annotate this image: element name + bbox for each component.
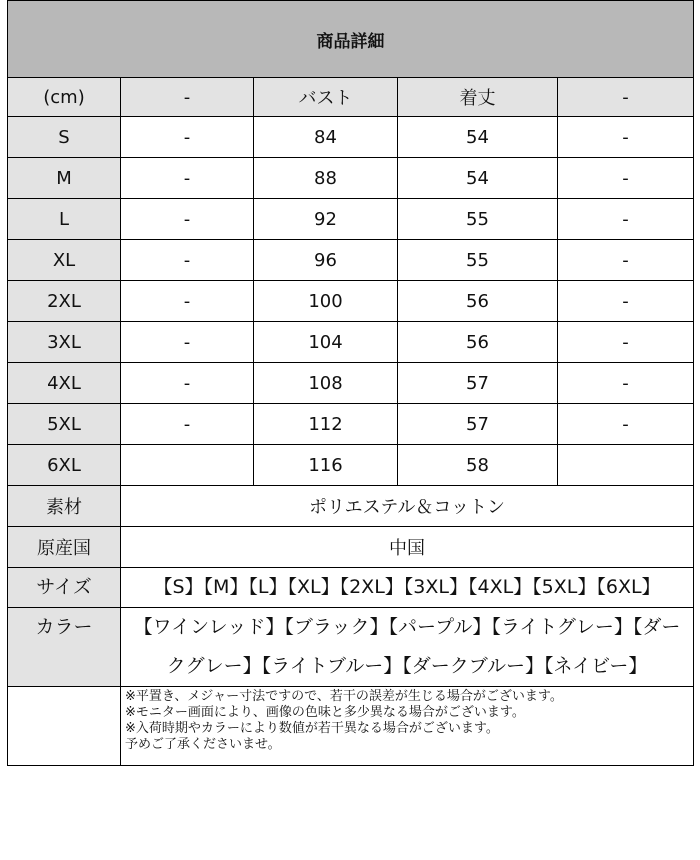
note-line: ※入荷時期やカラーにより数値が若干異なる場合がございます。 bbox=[125, 721, 499, 736]
header-length: 着丈 bbox=[398, 78, 558, 117]
length-cell: 54 bbox=[398, 117, 558, 158]
origin-label: 原産国 bbox=[8, 527, 121, 568]
col1-cell bbox=[121, 445, 254, 486]
table-row bbox=[8, 322, 694, 363]
length-cell: 56 bbox=[398, 281, 558, 322]
col4-cell: - bbox=[558, 281, 694, 322]
size-cell: 4XL bbox=[8, 363, 121, 404]
bust-cell: 88 bbox=[254, 158, 398, 199]
table-row bbox=[8, 363, 694, 404]
header-col-1: - bbox=[121, 78, 254, 117]
header-unit: (cm) bbox=[8, 78, 121, 117]
bust-cell: 100 bbox=[254, 281, 398, 322]
bust-cell: 92 bbox=[254, 199, 398, 240]
bust-cell: 96 bbox=[254, 240, 398, 281]
col1-cell: - bbox=[121, 158, 254, 199]
length-cell: 56 bbox=[398, 322, 558, 363]
notes-cell bbox=[121, 687, 694, 766]
size-list-label: サイズ bbox=[8, 568, 121, 608]
table-row bbox=[8, 240, 694, 281]
length-cell: 57 bbox=[398, 404, 558, 445]
size-table bbox=[7, 0, 694, 766]
notes-blank-cell bbox=[8, 687, 121, 766]
size-list-value: 【S】【M】【L】【XL】【2XL】【3XL】【4XL】【5XL】【6XL】 bbox=[121, 568, 694, 608]
material-label: 素材 bbox=[8, 486, 121, 527]
note-line: ※モニター画面により、画像の色味と多少異なる場合がございます。 bbox=[125, 705, 525, 720]
size-cell: 5XL bbox=[8, 404, 121, 445]
bust-cell: 108 bbox=[254, 363, 398, 404]
length-cell: 58 bbox=[398, 445, 558, 486]
table-row bbox=[8, 281, 694, 322]
note-line: 予めご了承くださいませ。 bbox=[125, 737, 281, 752]
table-row bbox=[8, 445, 694, 486]
col4-cell: - bbox=[558, 240, 694, 281]
size-cell: 6XL bbox=[8, 445, 121, 486]
col4-cell: - bbox=[558, 404, 694, 445]
col1-cell: - bbox=[121, 404, 254, 445]
col4-cell: - bbox=[558, 199, 694, 240]
size-cell: M bbox=[8, 158, 121, 199]
table-row bbox=[8, 117, 694, 158]
note-line: ※平置き、メジャー寸法ですので、若干の誤差が生じる場合がございます。 bbox=[125, 689, 563, 704]
col1-cell: - bbox=[121, 199, 254, 240]
col1-cell: - bbox=[121, 363, 254, 404]
color-label: カラー bbox=[8, 608, 121, 687]
table-row bbox=[8, 199, 694, 240]
color-value: 【ワインレッド】【ブラック】【パープル】【ライトグレー】【ダークグレー】【ライトブルー】【ダークブルー】【ネイビー】 bbox=[121, 608, 694, 687]
length-cell: 55 bbox=[398, 240, 558, 281]
size-list-row bbox=[8, 568, 694, 608]
size-cell: L bbox=[8, 199, 121, 240]
material-row bbox=[8, 486, 694, 527]
length-cell: 57 bbox=[398, 363, 558, 404]
length-cell: 55 bbox=[398, 199, 558, 240]
bust-cell: 84 bbox=[254, 117, 398, 158]
size-cell: 2XL bbox=[8, 281, 121, 322]
header-bust: バスト bbox=[254, 78, 398, 117]
size-cell: XL bbox=[8, 240, 121, 281]
table-row bbox=[8, 158, 694, 199]
size-cell: S bbox=[8, 117, 121, 158]
origin-value: 中国 bbox=[121, 527, 694, 568]
material-value: ポリエステル＆コットン bbox=[121, 486, 694, 527]
color-row bbox=[8, 608, 694, 687]
product-detail-sheet bbox=[7, 0, 693, 766]
page-title: 商品詳細 bbox=[8, 1, 694, 78]
col4-cell: - bbox=[558, 117, 694, 158]
col4-cell bbox=[558, 445, 694, 486]
notes-row bbox=[8, 687, 694, 766]
table-row bbox=[8, 404, 694, 445]
size-rows bbox=[8, 117, 694, 486]
header-col-4: - bbox=[558, 78, 694, 117]
col4-cell: - bbox=[558, 363, 694, 404]
length-cell: 54 bbox=[398, 158, 558, 199]
bust-cell: 104 bbox=[254, 322, 398, 363]
col4-cell: - bbox=[558, 322, 694, 363]
col1-cell: - bbox=[121, 322, 254, 363]
bust-cell: 116 bbox=[254, 445, 398, 486]
col4-cell: - bbox=[558, 158, 694, 199]
origin-row bbox=[8, 527, 694, 568]
col1-cell: - bbox=[121, 117, 254, 158]
col1-cell: - bbox=[121, 240, 254, 281]
size-cell: 3XL bbox=[8, 322, 121, 363]
bust-cell: 112 bbox=[254, 404, 398, 445]
col1-cell: - bbox=[121, 281, 254, 322]
title-row bbox=[8, 1, 694, 78]
header-row bbox=[8, 78, 694, 117]
